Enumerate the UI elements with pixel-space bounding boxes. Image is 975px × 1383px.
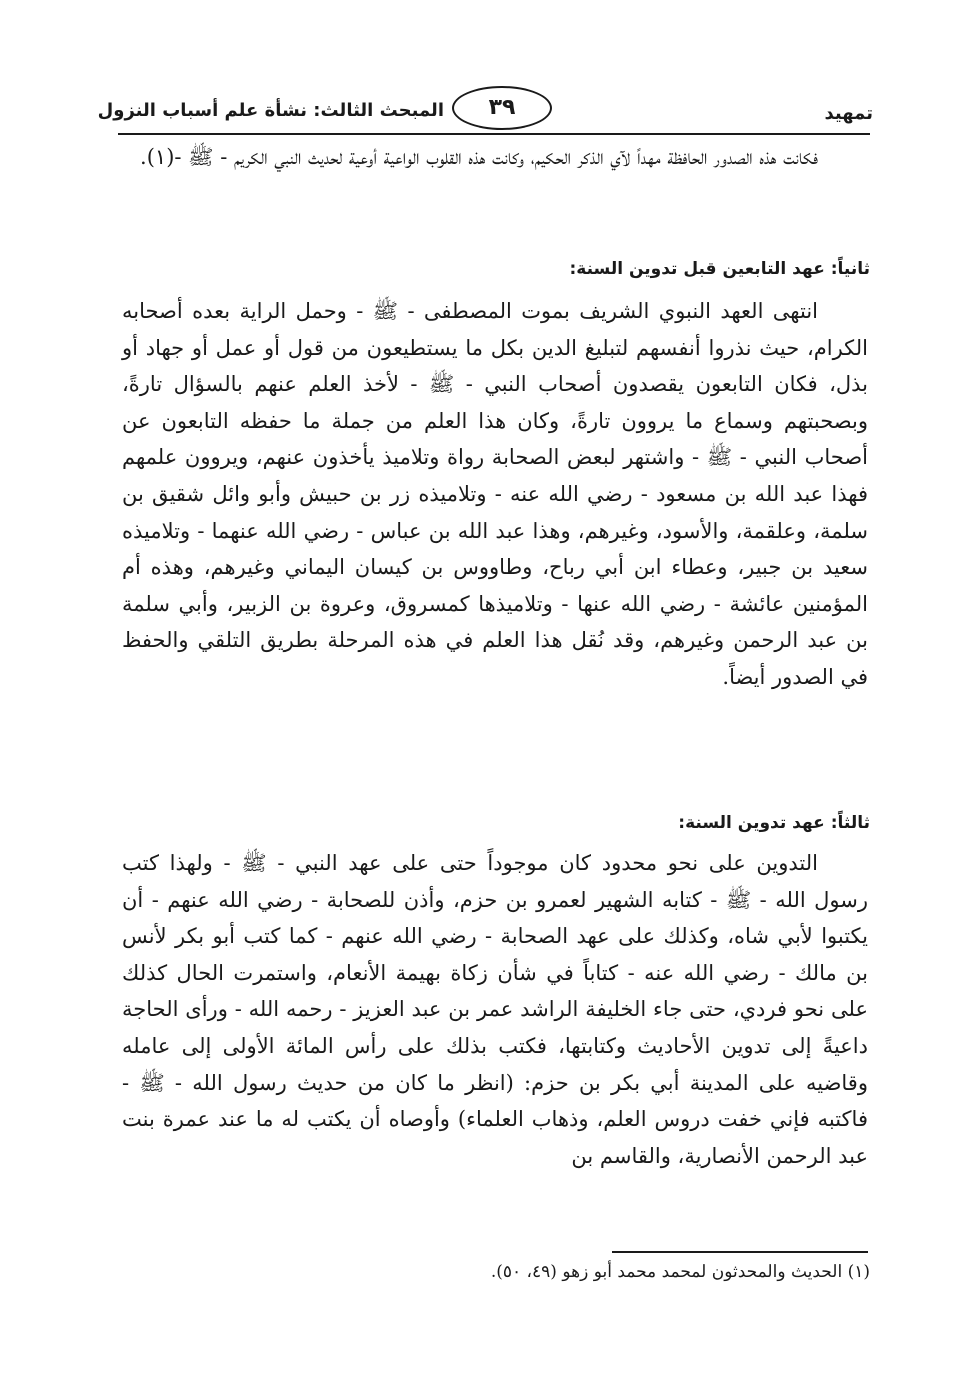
chapter-title: تمهيد xyxy=(824,103,873,124)
section-three-paragraph: التدوين على نحو محدود كان موجوداً حتى على عهد النبي - ﷺ - ولهذا كتب رسول الله - ﷺ - كتابه الشهير لعمرو بن حزم، وأذن للصحابة - رضي الله عنهم - أن يكتبوا لأبي شاه، وكذلك على عهد الصحابة - رضي الله عنهم - كما كتب أبو بكر لأنس بن مالك - رضي الله عنه - كتاباً في شأن زكاة بهيمة الأنعام، واستمرت الحال كذلك على نحو فردي، حتى جاء الخليفة الراشد عمر بن عبد العزيز - رحمه الله - ورأى الحاجة داعيةً إلى تدوين الأحاديث وكتابتها، فكتب بذلك على رأس المائة الأولى إلى عامله وقاضيه على المدينة أبي بكر بن حزم: (انظر ما كان من حديث رسول الله - ﷺ - فاكتبه فإني خفت دروس العلم، وذهاب العلماء) وأوصاه أن يكتب له ما عند عمرة بنت عبد الرحمن الأنصارية، والقاسم بن xyxy=(122,851,868,1168)
section-two-heading: ثانياً: عهد التابعين قبل تدوين السنة: xyxy=(569,259,870,279)
intro-paragraph: فكانت هذه الصدور الحافظة مهداً لآي الذكر الحكيم، وكانت هذه القلوب الواعية أوعية لحديث النبي الكريم - ﷺ -(١). xyxy=(140,145,818,169)
section-title: المبحث الثالث: نشأة علم أسباب النزول xyxy=(97,100,444,121)
section-three-heading: ثالثاً: عهد تدوين السنة: xyxy=(678,813,870,833)
footnote-rule xyxy=(612,1251,868,1253)
section-two-paragraph: انتهى العهد النبوي الشريف بموت المصطفى - ﷺ - وحمل الراية بعده أصحابه الكرام، حيث نذروا أنفسهم لتبليغ الدين بكل ما يستطيعون من قول أو عمل أو جهاد أو بذل، فكان التابعون يقصدون أصحاب النبي - ﷺ - لأخذ العلم عنهم بالسؤال تارةً، وبصحبتهم وسماع ما يروون تارةً، وكان هذا العلم من جملة ما حفظه التابعون عن أصحاب النبي - ﷺ - واشتهر لبعض الصحابة رواة وتلاميذ يأخذون عنهم، ويروون علمهم فهذا عبد الله بن مسعود - رضي الله عنه - وتلاميذه زر بن حبيش وأبو وائل شقيق بن سلمة، وعلقمة، والأسود، وغيرهم، وهذا عبد الله بن عباس - رضي الله عنهما - وتلاميذه سعيد بن جبير، وعطاء ابن أبي رباح، وطاووس بن كيسان اليماني وغيرهم، وهذه أم المؤمنين عائشة - رضي الله عنها - وتلاميذها كمسروق، وعروة بن الزبير، وأبي سلمة بن عبد الرحمن وغيرهم، وقد نُقل هذا العلم في هذه المرحلة بطريق التلقي والحفظ في الصدور أيضاً. xyxy=(122,299,868,689)
page-number-badge: ٣٩ xyxy=(452,86,552,130)
footnote: (١) الحديث والمحدثون لمحمد محمد أبو زهو (٤٩، ٥٠). xyxy=(490,1262,870,1282)
header-rule xyxy=(118,133,870,135)
